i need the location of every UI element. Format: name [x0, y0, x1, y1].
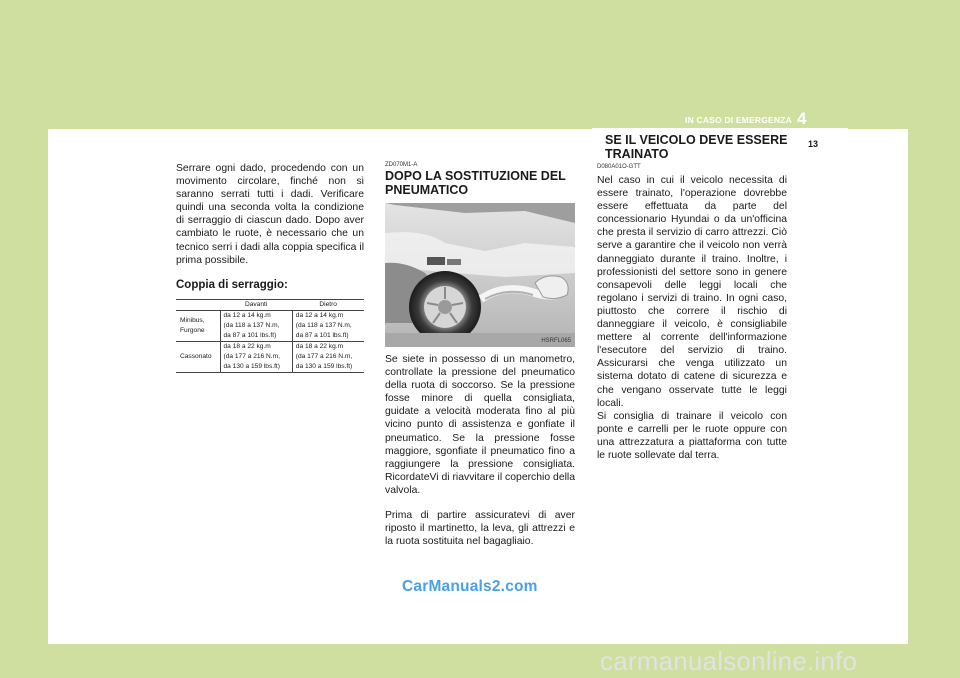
column-right	[597, 164, 787, 462]
table-cell-front: da 12 a 14 kg.m (da 118 a 137 N.m, da 87 a 101 lbs.ft)	[220, 310, 292, 341]
watermark-carmanuals2[interactable]: CarManuals2.com	[402, 578, 538, 595]
torque-heading: Coppia di serraggio:	[176, 278, 288, 291]
table-header-row	[176, 299, 364, 310]
tire-change-illustration	[385, 203, 575, 347]
table-row	[176, 341, 364, 372]
section-title: SE IL VEICOLO DEVE ESSERE TRAINATO	[605, 133, 788, 161]
column-middle	[385, 162, 575, 548]
table-row	[176, 310, 364, 341]
section-heading: DOPO LA SOSTITUZIONE DEL PNEUMATICO	[385, 169, 566, 197]
paragraph-towing: Nel caso in cui il veicolo necessita di essere trainato, l'operazione dovrebbe essere effettuata da parte del concessionario Hyundai o da un'officina che presta il servizio di carro attrezzi. Ciò serve a garantire che il veicolo non verrà danneggiato durante il traino. Inoltre, i professionisti del settore sono in genere consapevoli delle leggi locali che regolano i servizi di traino. In ogni caso, piuttosto che correre il rischio di danneggiare il veicolo, è consigliabile mettere al corrente dell'informazione l'esecutore del servizio di traino. Assicurarsi che venga utilizzato un sistema dotato di catene di sicurezza e che vengano osservate tutte le leggi locali.	[597, 175, 787, 409]
table-row-label: Cassonato	[176, 341, 220, 372]
section-code: ZD070M1-A	[385, 162, 418, 168]
paragraph-pressure: Se siete in possesso di un manometro, controllate la pressione del pneumatico della ruota di soccorso. Se la pressione fosse minore di quella consigliata, guidate a velocità moderata fino al più vicino punto di assistenza e gonfiate il pneumatico. Se la pressione fosse maggiore, sgonfiate il pneumatico fino a raggiungere la pressione consigliata. RicordateVi di riavvitare il coperchio della valvola.	[385, 354, 575, 496]
paragraph-tools: Prima di partire assicuratevi di aver riposto il martinetto, la leva, gli attrezzi e la ruota sostituita nel bagagliaio.	[385, 510, 575, 548]
figure-label: HSRFL065	[541, 338, 571, 344]
page-number: 13	[808, 139, 819, 149]
table-header-cell	[176, 299, 220, 310]
table-header-cell: Dietro	[292, 299, 364, 310]
table-cell-rear: da 18 a 22 kg.m (da 177 a 216 N.m, da 130 a 159 lbs.ft)	[292, 341, 364, 372]
table-cell-front: da 18 a 22 kg.m (da 177 a 216 N.m, da 130 a 159 lbs.ft)	[220, 341, 292, 372]
chapter-label: IN CASO DI EMERGENZA	[685, 115, 792, 125]
table-cell-rear: da 12 a 14 kg.m (da 118 a 137 N.m, da 87 a 101 lbs.ft)	[292, 310, 364, 341]
torque-table	[176, 299, 364, 373]
column-left	[176, 162, 364, 373]
section-code: D080A01O-GTT	[597, 164, 641, 170]
chapter-number: 4	[797, 109, 807, 128]
watermark-carmanualsonline: carmanualsonline.info	[600, 646, 858, 676]
page-number-tab	[790, 128, 848, 148]
intro-paragraph: Serrare ogni dado, procedendo con un movimento circolare, finché non si saranno serrati tutti i dadi. Verificare quindi una seconda volta la condizione di serraggio di ciascun dado. Dopo aver cambiato le ruote, è necessario che un tecnico serri i dadi alla coppia specifica il prima possibile.	[176, 163, 364, 266]
table-row-label: Minibus, Furgone	[176, 310, 220, 341]
paragraph-towing-advice: Si consiglia di trainare il veicolo con ponte e carrelli per le ruote oppure con una attrezzatura a piattaforma con tutte le ruote sollevate dal terra.	[597, 410, 787, 461]
vehicle-wheel-image	[385, 203, 575, 347]
table-header-cell: Davanti	[220, 299, 292, 310]
